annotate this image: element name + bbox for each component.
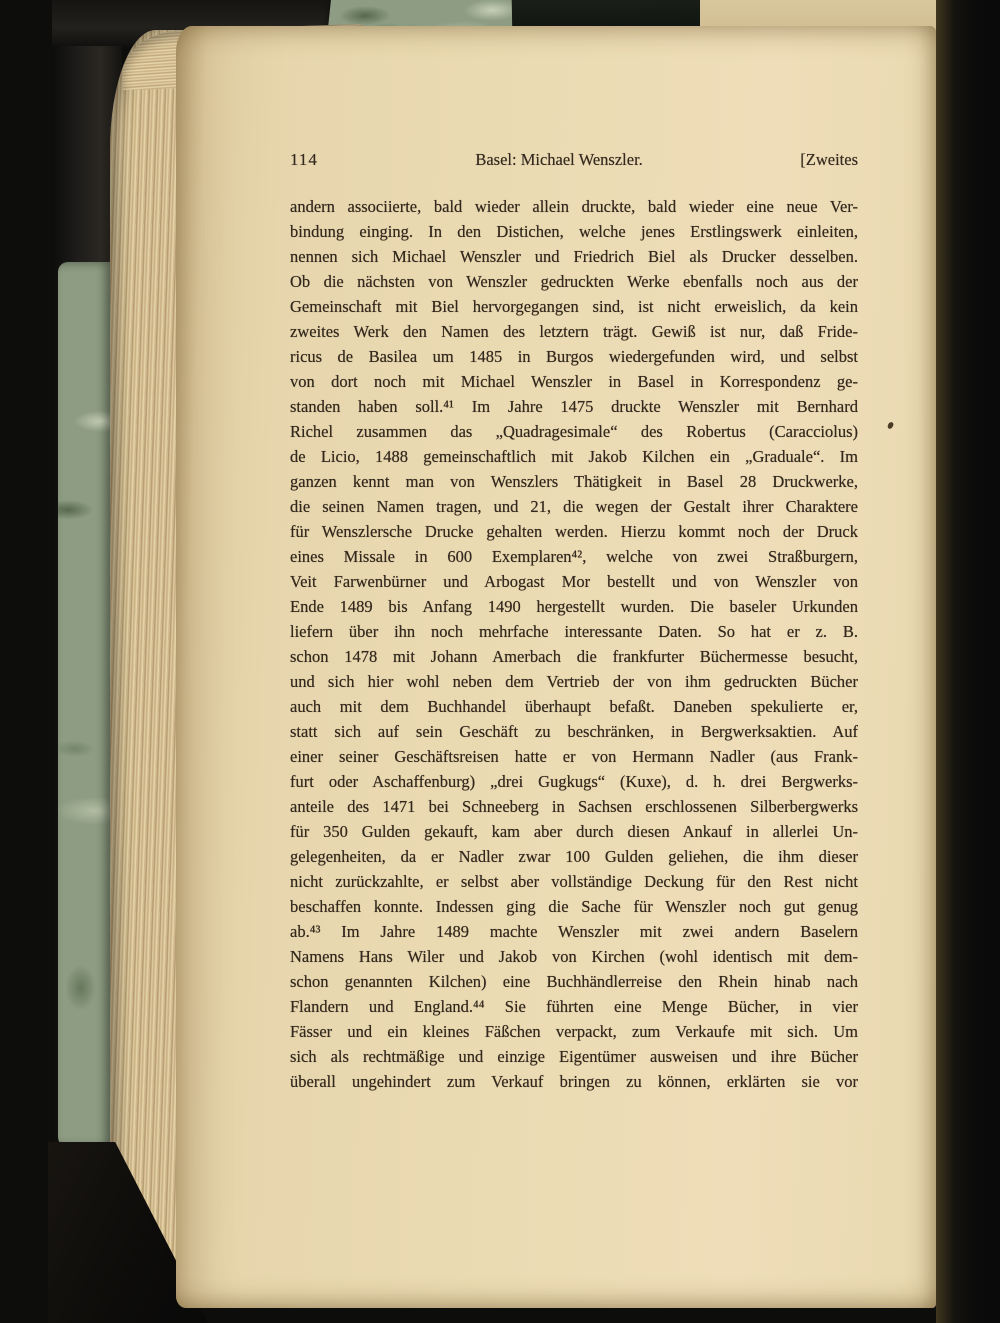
text-line: Ob die nächsten von Wenszler gedruckten Werke ebenfalls noch aus der: [290, 272, 858, 291]
text-line: ganzen kennt man von Wenszlers Thätigkeit in Basel 28 Druckwerke,: [290, 472, 858, 491]
text-line: eines Missale in 600 Exemplaren⁴², welche von zwei Straßburgern,: [290, 547, 858, 566]
text-line: standen haben soll.⁴¹ Im Jahre 1475 druckte Wenszler mit Bernhard: [290, 397, 858, 416]
page-body: [290, 194, 858, 1094]
book-page: [176, 26, 936, 1308]
text-line: schon 1478 mit Johann Amerbach die frankfurter Büchermesse besucht,: [290, 647, 858, 666]
text-line: liefern über ihn noch mehrfache interessante Daten. So hat er z. B.: [290, 622, 858, 641]
page-header: [290, 150, 858, 170]
text-line: die seinen Namen tragen, und 21, die wegen der Gestalt ihrer Charaktere: [290, 497, 858, 516]
text-line: Namens Hans Wiler und Jakob von Kirchen (wohl identisch mit dem-: [290, 947, 858, 966]
text-line: Fässer und ein kleines Fäßchen verpackt, zum Verkaufe mit sich. Um: [290, 1022, 858, 1041]
ink-speck: [887, 421, 894, 429]
text-line: bindung einging. In den Distichen, welche jenes Erstlingswerk einleiten,: [290, 222, 858, 241]
text-line: de Licio, 1488 gemeinschaftlich mit Jakob Kilchen ein „Graduale“. Im: [290, 447, 858, 466]
page-edge-stack: [110, 30, 186, 1310]
text-line: anteile des 1471 bei Schneeberg in Sachsen erschlossenen Silberbergwerks: [290, 797, 858, 816]
right-page-shadow: [936, 0, 1000, 1323]
text-line: überall ungehindert zum Verkauf bringen zu können, erklärten sie vor: [290, 1072, 858, 1091]
text-line: ricus de Basilea um 1485 in Burgos wiedergefunden wird, und selbst: [290, 347, 858, 366]
text-line: einer seiner Geschäftsreisen hatte er von Hermann Nadler (aus Frank-: [290, 747, 858, 766]
text-line: zweites Werk den Namen des letztern trägt. Gewiß ist nur, daß Fride-: [290, 322, 858, 341]
text-line: schon genannten Kilchen) eine Buchhändlerreise den Rhein hinab nach: [290, 972, 858, 991]
text-line: furt oder Aschaffenburg) „drei Gugkugs“ (Kuxe), d. h. drei Bergwerks-: [290, 772, 858, 791]
text-line: statt sich auf sein Geschäft zu beschränken, in Bergwerksaktien. Auf: [290, 722, 858, 741]
text-line: für Wenszlersche Drucke gehalten werden. Hierzu kommt noch der Druck: [290, 522, 858, 541]
text-line: Richel zusammen das „Quadragesimale“ des Robertus (Caracciolus): [290, 422, 858, 441]
text-line: nennen sich Michael Wenszler und Friedrich Biel als Drucker desselben.: [290, 247, 858, 266]
text-line: und sich hier wohl neben dem Vertrieb der von ihm gedruckten Bücher: [290, 672, 858, 691]
text-line: Ende 1489 bis Anfang 1490 hergestellt wurden. Die baseler Urkunden: [290, 597, 858, 616]
signature-mark: [Zweites: [800, 150, 858, 169]
text-line: beschaffen konnte. Indessen ging die Sache für Wenszler noch gut genug: [290, 897, 858, 916]
text-line: Gemeinschaft mit Biel hervorgegangen sind, ist nicht erweislich, da kein: [290, 297, 858, 316]
marble-endpaper-left: [58, 262, 112, 1147]
text-line: nicht zurückzahlte, er selbst aber vollständige Deckung für den Rest nicht: [290, 872, 858, 891]
text-line: sich als rechtmäßige und einzige Eigentümer ausweisen und ihre Bücher: [290, 1047, 858, 1066]
text-line: Veit Farwenbürner und Arbogast Mor bestellt und von Wenszler von: [290, 572, 858, 591]
text-line: von dort noch mit Michael Wenszler in Basel in Korrespondenz ge-: [290, 372, 858, 391]
page-number: 114: [290, 150, 318, 169]
text-line: Flandern und England.⁴⁴ Sie führten eine Menge Bücher, in vier: [290, 997, 858, 1016]
running-title: Basel: Michael Wenszler.: [475, 150, 643, 169]
text-line: auch mit dem Buchhandel überhaupt befaßt. Daneben spekulierte er,: [290, 697, 858, 716]
text-line: gelegenheiten, da er Nadler zwar 100 Gulden geliehen, die ihm dieser: [290, 847, 858, 866]
text-line: ab.⁴³ Im Jahre 1489 machte Wenszler mit zwei andern Baselern: [290, 922, 858, 941]
text-line: andern associierte, bald wieder allein druckte, bald wieder eine neue Ver-: [290, 197, 858, 216]
text-line: für 350 Gulden gekauft, kam aber durch diesen Ankauf in allerlei Un-: [290, 822, 858, 841]
